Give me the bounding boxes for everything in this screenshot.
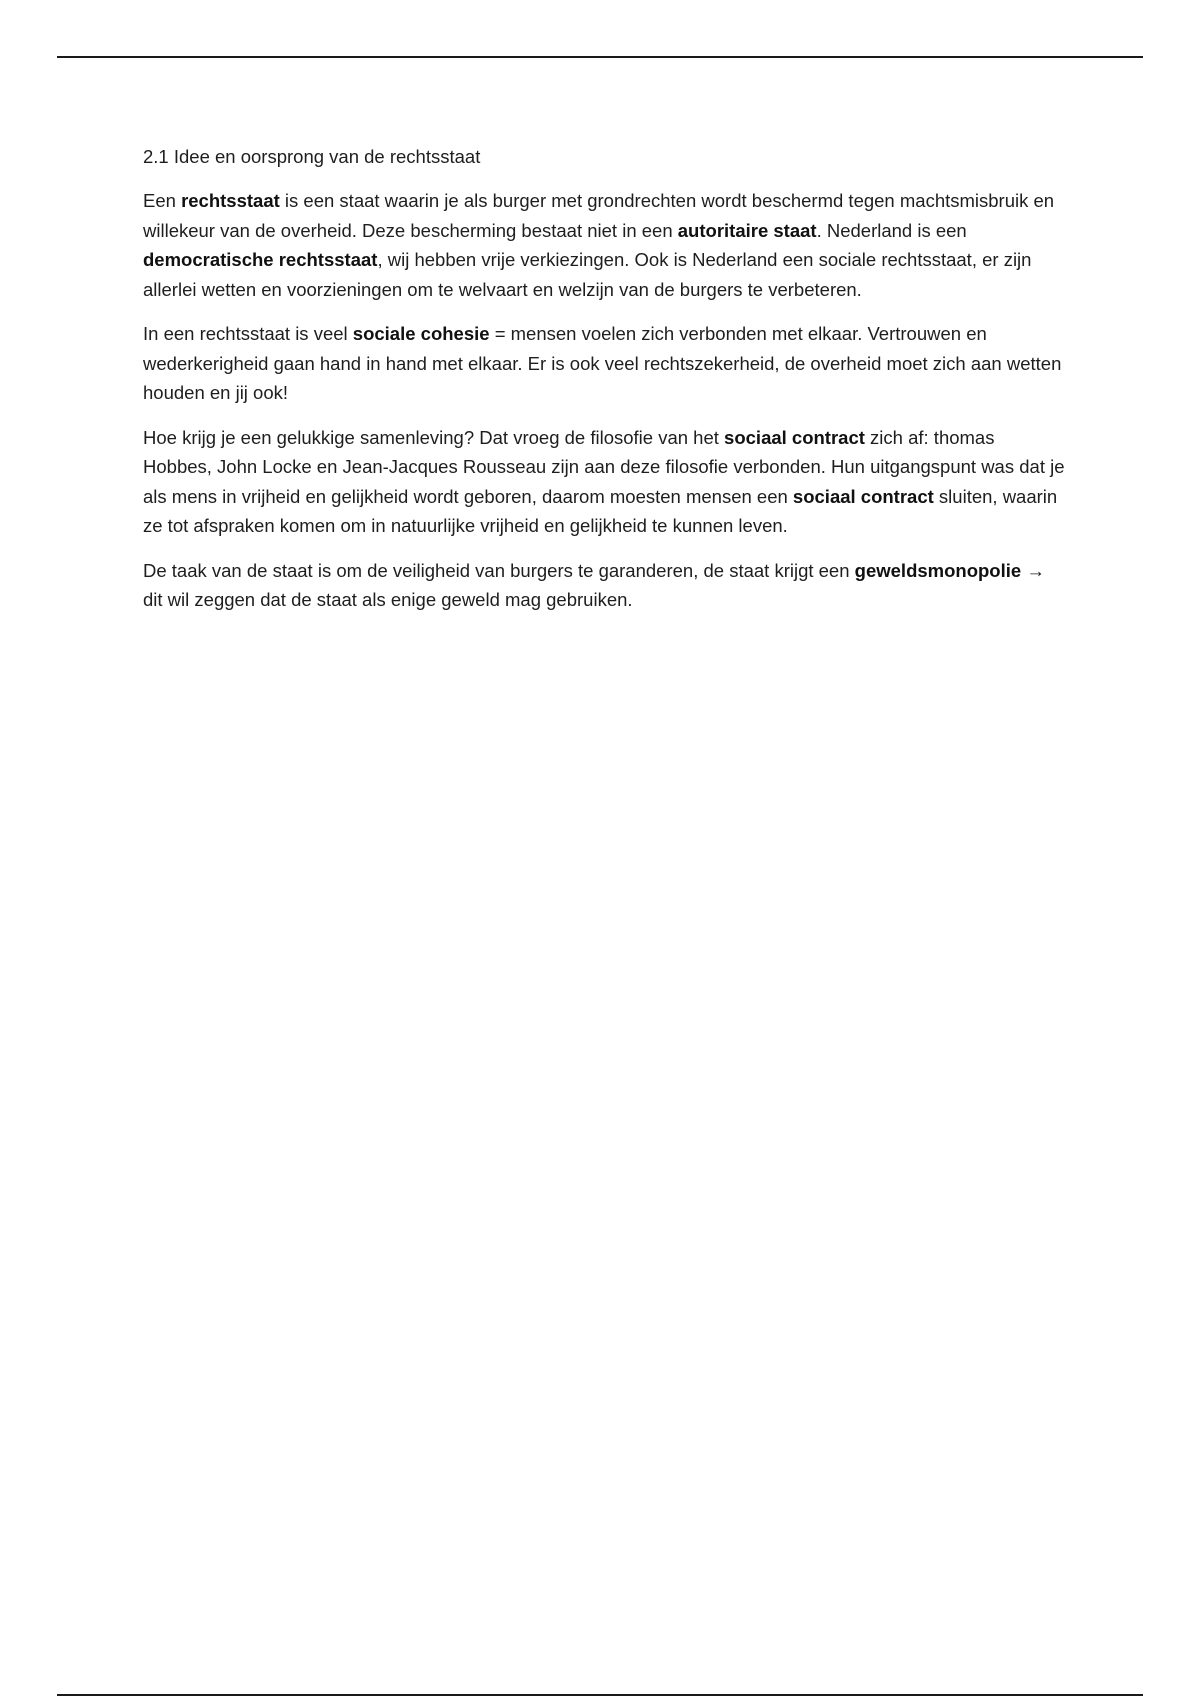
document-body: [143, 142, 1068, 630]
text-segment: Hoe krijg je een gelukkige samenleving? Dat vroeg de filosofie van het: [143, 426, 725, 448]
text-segment: zich af: thomas Hobbes, John Locke en Jean-Jacques Rousseau zijn aan deze filosofie verbonden. Hun uitgangspunt was dat je als mens in vrijheid en gelijkheid wordt geboren, daarom moesten mensen een: [143, 426, 1065, 507]
term-democratische-rechtsstaat: democratische rechtsstaat: [143, 249, 378, 270]
page-top-rule: [57, 56, 1143, 58]
paragraph-sociaal-contract: [143, 423, 1068, 541]
term-rechtsstaat: rechtsstaat: [181, 190, 280, 211]
text-segment: In een rechtsstaat is veel: [143, 323, 353, 344]
text-segment: → dit wil zeggen dat de staat als enige geweld mag gebruiken.: [143, 559, 1045, 610]
term-autoritaire-staat: autoritaire staat: [677, 219, 817, 241]
paragraph-geweldsmonopolie: [143, 556, 1068, 615]
text-segment: Een: [143, 190, 182, 211]
text-segment: De taak van de staat is om de veiligheid van burgers te garanderen, de staat krijgt een: [143, 559, 855, 581]
term-sociaal-contract: sociaal contract: [724, 426, 865, 448]
paragraph-rechtsstaat: [143, 186, 1068, 304]
paragraph-sociale-cohesie: [143, 319, 1068, 408]
section-heading: 2.1 Idee en oorsprong van de rechtsstaat: [143, 146, 481, 167]
text-segment: , wij hebben vrije verkiezingen. Ook is Nederland een sociale rechtsstaat, er zijn allerlei wetten en voorzieningen om te welvaart en welzijn van de burgers te verbeteren.: [143, 249, 1032, 300]
text-segment: sluiten, waarin ze tot afspraken komen om in natuurlijke vrijheid en gelijkheid te kunnen leven.: [143, 485, 1058, 536]
text-segment: = mensen voelen zich verbonden met elkaar. Vertrouwen en wederkerigheid gaan hand in hand met elkaar. Er is ook veel rechtszekerheid, de overheid moet zich aan wetten houden en jij ook!: [143, 323, 1062, 403]
term-geweldsmonopolie: geweldsmonopolie: [854, 559, 1022, 581]
term-sociale-cohesie: sociale cohesie: [352, 323, 490, 344]
term-sociaal-contract: sociaal contract: [792, 485, 934, 507]
text-segment: is een staat waarin je als burger met grondrechten wordt beschermd tegen machtsmisbruik en willekeur van de overheid. Deze bescherming bestaat niet in een: [143, 190, 1055, 241]
text-segment: . Nederland is een: [816, 219, 967, 241]
page-bottom-rule: [57, 1694, 1143, 1696]
